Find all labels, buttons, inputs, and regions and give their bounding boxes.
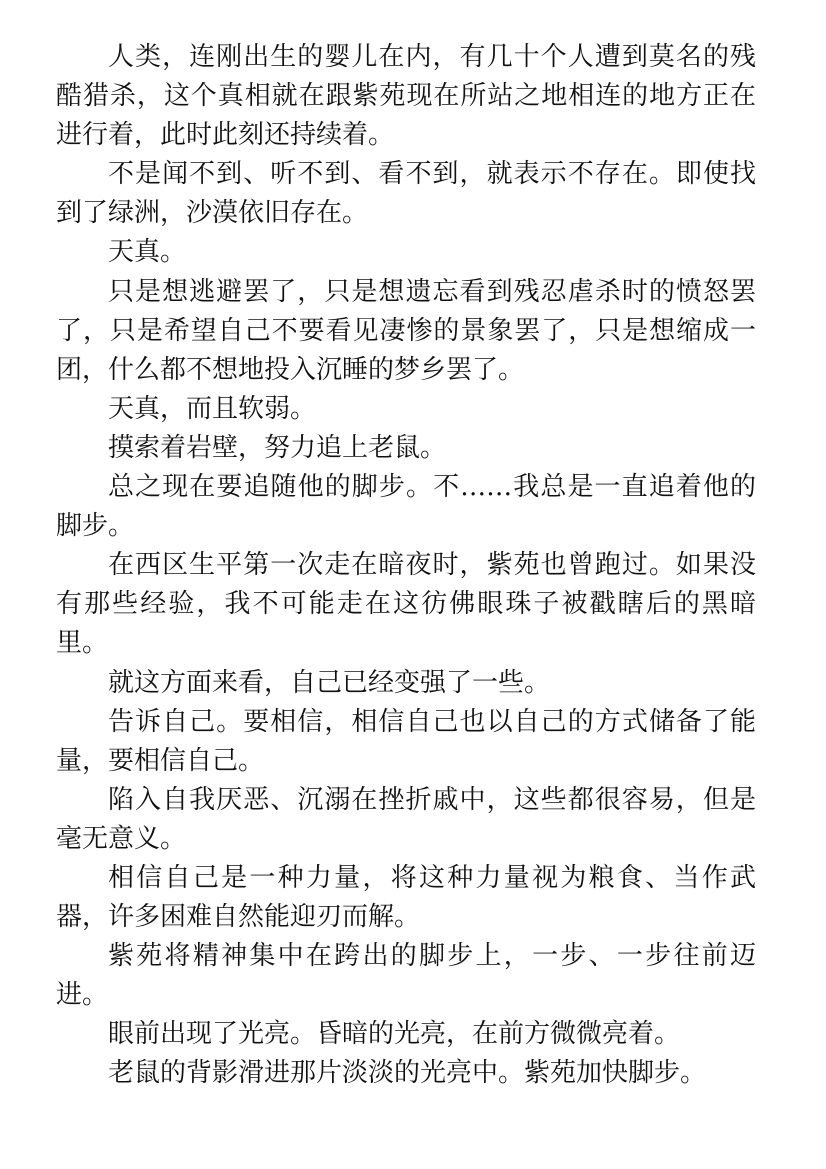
paragraph: 总之现在要追随他的脚步。不……我总是一直追着他的脚步。 [56,472,756,542]
paragraph: 就这方面来看，自己已经变强了一些。 [108,667,551,698]
document-page [56,38,756,1094]
paragraph: 在西区生平第一次走在暗夜时，紫苑也曾跑过。如果没有那些经验，我不可能走在这彷佛眼珠子被戳瞎后的黑暗里。 [56,550,756,659]
paragraph: 只是想逃避罢了，只是想遗忘看到残忍虐杀时的愤怒罢了，只是希望自己不要看见凄惨的景象罢了，只是想缩成一团，什么都不想地投入沉睡的梦乡罢了。 [56,276,756,385]
paragraph: 天真。 [108,237,187,268]
paragraph: 不是闻不到、听不到、看不到，就表示不存在。即使找到了绿洲，沙漠依旧存在。 [56,159,756,229]
paragraph: 陷入自我厌恶、沉溺在挫折戚中，这些都很容易，但是毫无意义。 [56,784,756,854]
paragraph: 天真，而且软弱。 [108,393,317,424]
paragraph: 老鼠的背影滑进那片淡淡的光亮中。紫苑加快脚步。 [108,1058,707,1089]
paragraph: 相信自己是一种力量，将这种力量视为粮食、当作武器，许多困难自然能迎刃而解。 [56,862,756,933]
paragraph: 紫苑将精神集中在跨出的脚步上，一步、一步往前迈进。 [56,941,756,1011]
paragraph: 摸索着岩壁，努力追上老鼠。 [108,432,447,463]
paragraph: 人类，连刚出生的婴儿在内，有几十个人遭到莫名的残酷猎杀，这个真相就在跟紫苑现在所站之地相连的地方正在进行着，此时此刻还持续着。 [56,42,756,151]
paragraph: 告诉自己。要相信，相信自己也以自己的方式储备了能量，要相信自己。 [56,706,756,776]
paragraph: 眼前出现了光亮。昏暗的光亮，在前方微微亮着。 [108,1019,681,1050]
